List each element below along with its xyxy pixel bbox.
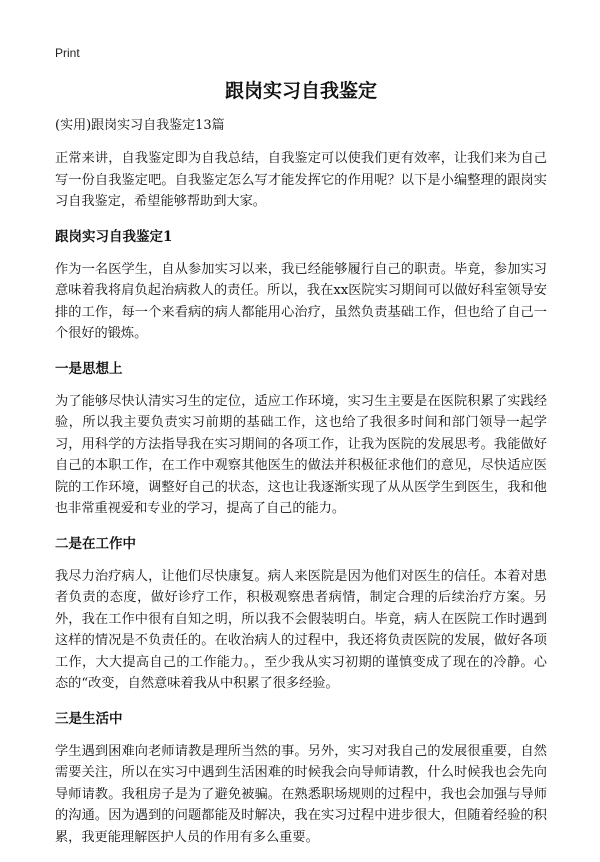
- section-heading-4: 三是生活中: [55, 710, 123, 727]
- intro-paragraph: 正常来讲，自我鉴定即为自我总结，自我鉴定可以使我们更有效率，让我们来为自己写一份自我鉴定吧。自我鉴定怎么写才能发挥它的作用呢？以下是小编整理的跟岗实习自我鉴定，希望能够帮助到大家。: [55, 151, 547, 209]
- document-title: 跟岗实习自我鉴定: [224, 80, 377, 102]
- section-body-3: 我尽力治疗病人，让他们尽快康复。病人来医院是因为他们对医生的信任。本着对患者负责的态度，做好诊疗工作，积极观察患者病情，制定合理的后续治疗方案。另外，我在工作中很有自知之明，所以我不会假装明白。毕竟，病人在医院工作时遇到这样的情况是不负责任的。在收治病人的过程中，我还将负责医院的发展，做好各项工作，大大提高自己的工作能力。，至少我从实习初期的谨慎变成了现在的冷静。心态的“改变，自然意味着我从中积累了很多经验。: [55, 568, 547, 691]
- document-page: [55, 78, 547, 862]
- section-body-2: 为了能够尽快认清实习生的定位，适应工作环境，实习生主要是在医院积累了实践经验，所以我主要负责实习前期的基础工作，这也给了我很多时间和部门领导一起学习，用科学的方法指导我在实习期间的各项工作，让我为医院的发展思考。我能做好自己的本职工作，在工作中观察其他医生的做法并积极征求他们的意见，尽快适应医院的工作环境，调整好自己的状态，这也让我逐渐实现了从从医学生到医生，我和他也非常重视爱和专业的学习，提高了自己的能力。: [55, 393, 547, 516]
- section-heading-1: 跟岗实习自我鉴定1: [55, 228, 173, 245]
- document-subtitle: (实用)跟岗实习自我鉴定13篇: [55, 118, 225, 133]
- section-body-1: 作为一名医学生，自从参加实习以来，我已经能够履行自己的职责。毕竟，参加实习意味着我将肩负起治病救人的责任。所以，我在xx医院实习期间可以做好科室领导安排的工作，每一个来看病的病人都能用心治疗，虽然负责基础工作，但也给了自己一个很好的锻炼。: [55, 261, 547, 341]
- print-link[interactable]: Print: [55, 46, 80, 60]
- section-heading-3: 二是在工作中: [55, 535, 136, 552]
- section-body-4: 学生遇到困难向老师请教是理所当然的事。另外，实习对我自己的发展很重要，自然需要关注，所以在实习中遇到生活困难的时候我会向导师请教，什么时候我也会先向导师请教。我租房子是为了避免被骗。在熟悉职场规则的过程中，我也会加强与导师的沟通。因为遇到的问题都能及时解决，我在实习过程中进步很大，但随着经验的积累，我更能理解医护人员的作用有多么重要。: [55, 743, 547, 845]
- section-heading-2: 一是思想上: [55, 360, 123, 377]
